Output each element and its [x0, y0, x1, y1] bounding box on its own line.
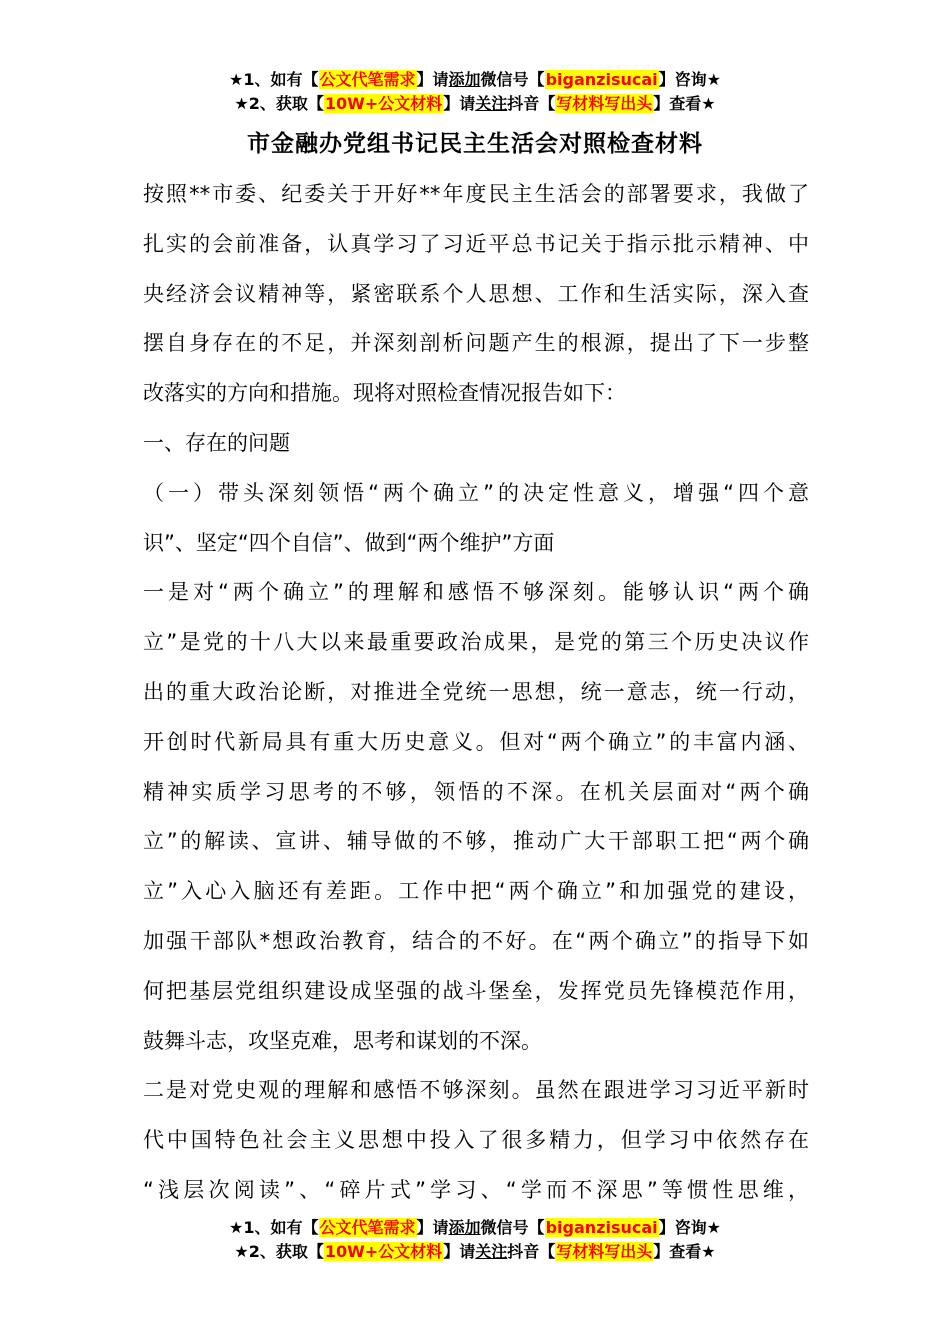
body-line: 立”是党的十八大以来最重要政治成果，是党的第三个历史决议作	[143, 630, 809, 655]
highlight-materials: 10W+公文材料	[324, 1242, 443, 1261]
highlight-wechat-id: biganzisucai	[545, 70, 658, 89]
promo-line-1: ★1、如有【公文代笔需求】请添加微信号【biganzisucai】咨询★	[229, 70, 721, 89]
subsection-heading: （一）带头深刻领悟“两个确立”的决定性意义，增强“四个意	[143, 480, 809, 505]
body-line: 立”入心入脑还有差距。工作中把“两个确立”和加强党的建设，	[143, 879, 809, 904]
body-line: 摆自身存在的不足，并深刻剖析问题产生的根源，提出了下一步整	[143, 331, 809, 356]
body-line: 鼓舞斗志，攻坚克难，思考和谋划的不深。	[143, 1028, 542, 1053]
underline-follow: 关注	[475, 1242, 508, 1261]
subsection-heading-cont: 识”、坚定“四个自信”、做到“两个维护”方面	[143, 530, 555, 555]
section-heading: 一、存在的问题	[143, 430, 290, 455]
highlight-douyin: 写材料写出头	[556, 1242, 653, 1261]
body-line: 开创时代新局具有重大历史意义。但对“两个确立”的丰富内涵、	[143, 729, 809, 754]
body-line: 央经济会议精神等，紧密联系个人思想、工作和生活实际，深入查	[143, 281, 809, 306]
promo-line-2: ★2、获取【10W+公文材料】请关注抖音【写材料写出头】查看★	[234, 94, 716, 113]
highlight-service: 公文代笔需求	[319, 1218, 416, 1237]
body-line: 一是对“两个确立”的理解和感悟不够深刻。能够认识“两个确	[143, 580, 809, 605]
body-line: 代中国特色社会主义思想中投入了很多精力，但学习中依然存在	[143, 1128, 809, 1153]
highlight-service: 公文代笔需求	[319, 70, 416, 89]
body-line: 出的重大政治论断，对推进全党统一思想，统一意志，统一行动，	[143, 679, 809, 704]
promo-line-2: ★2、获取【10W+公文材料】请关注抖音【写材料写出头】查看★	[234, 1242, 716, 1261]
body-line: 二是对党史观的理解和感悟不够深刻。虽然在跟进学习习近平新时	[143, 1078, 809, 1103]
underline-add: 添加	[448, 1218, 481, 1237]
promo-banner-bottom	[0, 1216, 950, 1264]
underline-follow: 关注	[475, 94, 508, 113]
highlight-materials: 10W+公文材料	[324, 94, 443, 113]
document-body	[143, 170, 809, 1216]
body-line: 扎实的会前准备，认真学习了习近平总书记关于指示批示精神、中	[143, 231, 809, 256]
highlight-douyin: 写材料写出头	[556, 94, 653, 113]
body-line: 加强干部队*想政治教育，结合的不好。在“两个确立”的指导下如	[143, 928, 809, 953]
body-line: 改落实的方向和措施。现将对照检查情况报告如下：	[143, 381, 626, 406]
promo-line-1: ★1、如有【公文代笔需求】请添加微信号【biganzisucai】咨询★	[229, 1218, 721, 1237]
body-line: “浅层次阅读”、“碎片式”学习、“学而不深思”等惯性思维，	[143, 1177, 809, 1202]
body-line: 精神实质学习思考的不够，领悟的不深。在机关层面对“两个确	[143, 779, 809, 804]
body-line: 立”的解读、宣讲、辅导做的不够，推动广大干部职工把“两个确	[143, 829, 809, 854]
promo-banner-top	[0, 68, 950, 116]
highlight-wechat-id: biganzisucai	[545, 1218, 658, 1237]
body-line: 按照**市委、纪委关于开好**年度民主生活会的部署要求，我做了	[143, 182, 809, 206]
body-line: 何把基层党组织建设成坚强的战斗堡垒，发挥党员先锋模范作用，	[143, 978, 809, 1003]
document-title: 市金融办党组书记民主生活会对照检查材料	[247, 131, 703, 157]
underline-add: 添加	[448, 70, 481, 89]
